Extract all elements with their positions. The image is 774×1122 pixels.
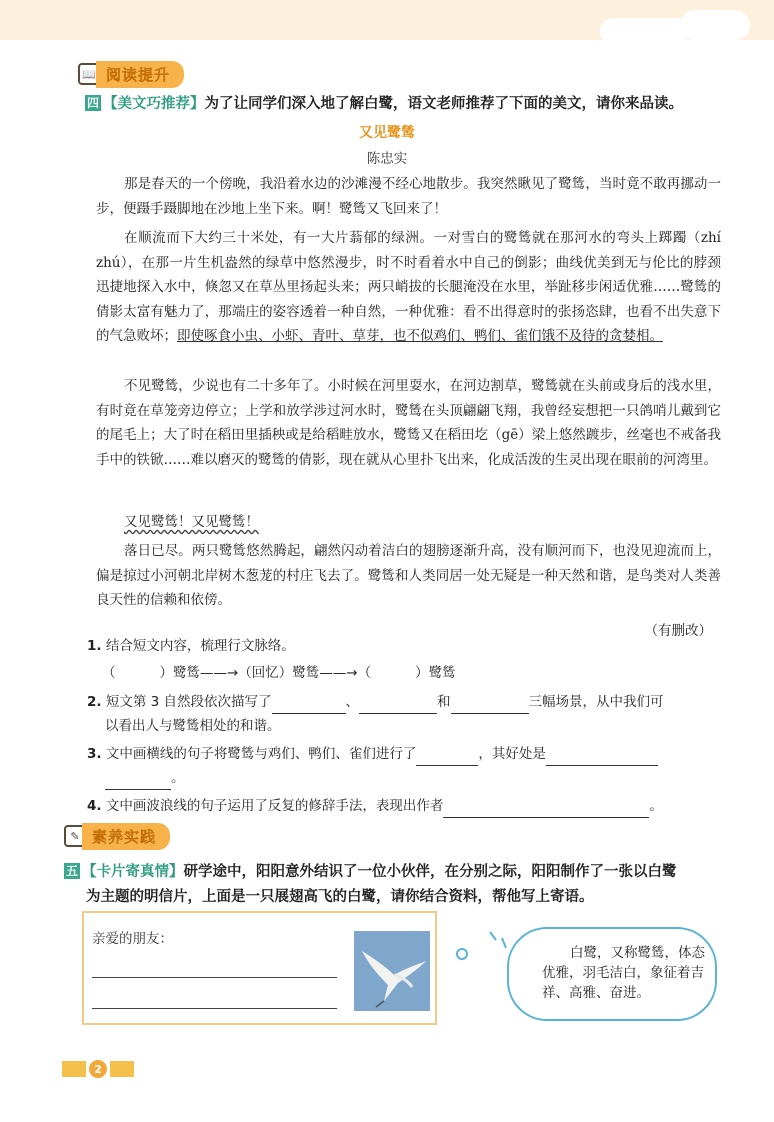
writing-line-1[interactable] bbox=[92, 977, 337, 978]
egret-photo bbox=[354, 931, 430, 1011]
question-number-badge: 五 bbox=[65, 864, 78, 878]
page-number bbox=[62, 1060, 134, 1078]
sparkle-decoration bbox=[452, 926, 512, 966]
top-banner bbox=[0, 0, 774, 40]
question-tag: 【美文巧推荐】 bbox=[103, 96, 205, 112]
cloud-decoration bbox=[680, 10, 750, 40]
page-number-bar bbox=[62, 1061, 86, 1077]
question-text: 结合短文内容，梳理行文脉络。 bbox=[105, 638, 295, 654]
question-4 bbox=[87, 794, 663, 818]
egret-icon bbox=[354, 931, 430, 1011]
question-5-prompt bbox=[64, 860, 677, 881]
question-2-cont: 以看出人与鹭鸶相处的和谐。 bbox=[105, 718, 281, 734]
info-bubble bbox=[507, 927, 717, 1021]
answer-blank-scene-2[interactable] bbox=[359, 698, 437, 714]
question-tag: 【卡片寄真情】 bbox=[82, 864, 184, 880]
answer-blank-scene-1[interactable] bbox=[272, 698, 346, 714]
question-number-badge: 四 bbox=[86, 96, 99, 110]
underlined-sentence: 即使啄食小虫、小虾、青叶、草芽，也不似鸡们、鸭们、雀们饿不及待的贪婪相。 bbox=[177, 328, 663, 344]
essay-paragraph-3: 不见鹭鸶，少说也有二十多年了。小时候在河里耍水，在河边割草，鹭鸶就在头前或身后的浅水里，有时竟在草笼旁边停立；上学和放学涉过河水时，鹭鸶在头顶翩翩飞翔，我曾经妄想把一只鸽哨儿戴到它的尾毛上；大了时在稻田里插秧或是给稻畦放水，鹭鸶又在稻田圪（gē）梁上悠然踱步，丝毫也不戒备我手中的铁锨……难以磨灭的鹭鸶的倩影，现在就从心里扑飞出来，化成活泼的生灵出现在眼前的河湾里。 bbox=[96, 378, 721, 468]
page-number-value: 2 bbox=[89, 1060, 107, 1078]
question-text: 。 bbox=[649, 798, 663, 814]
flow-middle: ）鹭鸶——→（回忆）鹭鸶——→（ bbox=[159, 665, 372, 681]
source-note: （有删改） bbox=[644, 623, 712, 639]
postcard-greeting: 亲爱的朋友： bbox=[92, 931, 173, 947]
book-icon: 📖 bbox=[78, 63, 100, 85]
section-title: 阅读提升 bbox=[96, 61, 184, 88]
essay-paragraph-2 bbox=[96, 226, 721, 349]
essay-title: 又见鹭鸶 bbox=[359, 125, 415, 141]
question-text: 为了让同学们深入地了解白鹭，语文老师推荐了下面的美文，请你来品读。 bbox=[204, 96, 683, 112]
question-3 bbox=[87, 742, 658, 766]
postcard bbox=[82, 911, 437, 1025]
answer-blank-benefit[interactable] bbox=[546, 750, 658, 766]
question-number: 1. bbox=[87, 638, 102, 654]
answer-blank-method[interactable] bbox=[416, 750, 478, 766]
question-1 bbox=[87, 634, 295, 658]
answer-blank-scene-3[interactable] bbox=[451, 698, 529, 714]
section-header-reading bbox=[78, 61, 184, 87]
question-1-flow bbox=[102, 661, 456, 685]
question-3-cont bbox=[105, 766, 185, 790]
question-number: 4. bbox=[87, 798, 102, 814]
cloud-decoration bbox=[600, 18, 690, 44]
question-text: 文中画波浪线的句子运用了反复的修辞手法，表现出作者 bbox=[105, 798, 444, 814]
question-text: 。 bbox=[171, 770, 185, 786]
question-4-prompt bbox=[85, 92, 683, 113]
bubble-text: 白鹭，又称鹭鸶，体态优雅，羽毛洁白，象征着吉祥、高雅、奋进。 bbox=[542, 945, 705, 1001]
answer-blank-2[interactable] bbox=[371, 669, 415, 685]
answer-blank-emotion[interactable] bbox=[443, 802, 649, 818]
separator: 、 bbox=[345, 694, 359, 710]
question-number: 3. bbox=[87, 746, 102, 762]
question-text: 三幅场景，从中我们可 bbox=[528, 694, 664, 710]
wavy-underlined-sentence: 又见鹭鸶！又见鹭鸶！ bbox=[124, 514, 259, 530]
essay-author: 陈忠实 bbox=[366, 151, 408, 167]
essay-paragraph-1: 那是春天的一个傍晚，我沿着水边的沙滩漫不经心地散步。我突然瞅见了鹭鸶，当时竟不敢再挪动一步，便蹑手蹑脚地在沙地上坐下来。啊！鹭鸶又飞回来了！ bbox=[96, 176, 721, 217]
answer-blank-1[interactable] bbox=[116, 669, 160, 685]
paragraph-text: 在顺流而下大约三十米处，有一大片蓊郁的绿洲。一对雪白的鹭鸶就在那河水的弯头上踯躅（zhí zhú），在那一片生机盎然的绿草中悠然漫步，时不时看着水中自己的倒影；曲线优美到无与伦比的脖颈迅捷地探入水中，倏忽又在草丛里扬起头来；两只峭拔的长腿淹没在水里，举趾移步闲适优雅……鹭鸶的倩影太富有魅力了，那端庄的姿容透着一种自然，一种优雅：看不出得意时的张扬恣肆，也看不出失意下的气急败坏； bbox=[96, 230, 721, 344]
question-text: ，其好处是 bbox=[478, 746, 546, 762]
pencil-icon: ✎ bbox=[64, 825, 86, 847]
question-text: 研学途中，阳阳意外结识了一位小伙伴，在分别之际，阳阳制作了一张以白鹭 bbox=[183, 864, 677, 880]
essay-paragraph-5: 落日已尽。两只鹭鸶悠然腾起，翩然闪动着洁白的翅膀逐渐升高，没有顺河而下，也没见迎流而上，偏是掠过小河朝北岸树木葱茏的村庄飞去了。鹭鸶和人类同居一处无疑是一种天然和谐，是鸟类对人类善良天性的信赖和依傍。 bbox=[96, 543, 721, 608]
flow-end: ）鹭鸶 bbox=[415, 665, 456, 681]
writing-line-2[interactable] bbox=[92, 1008, 337, 1009]
question-5-prompt-cont: 为主题的明信片，上面是一只展翅高飞的白鹭，请你结合资料，帮他写上寄语。 bbox=[86, 889, 594, 905]
page-number-bar bbox=[110, 1061, 134, 1077]
question-text: 短文第 3 自然段依次描写了 bbox=[105, 694, 272, 710]
flow-open-paren: （ bbox=[102, 665, 116, 681]
section-header-practice bbox=[64, 823, 170, 849]
question-number: 2. bbox=[87, 694, 102, 710]
question-text: 文中画横线的句子将鹭鸶与鸡们、鸭们、雀们进行了 bbox=[105, 746, 417, 762]
separator: 和 bbox=[437, 694, 451, 710]
question-2 bbox=[87, 690, 664, 714]
essay-paragraph-4 bbox=[96, 510, 721, 535]
answer-blank-benefit-cont[interactable] bbox=[105, 774, 171, 790]
section-title: 素养实践 bbox=[82, 823, 170, 850]
